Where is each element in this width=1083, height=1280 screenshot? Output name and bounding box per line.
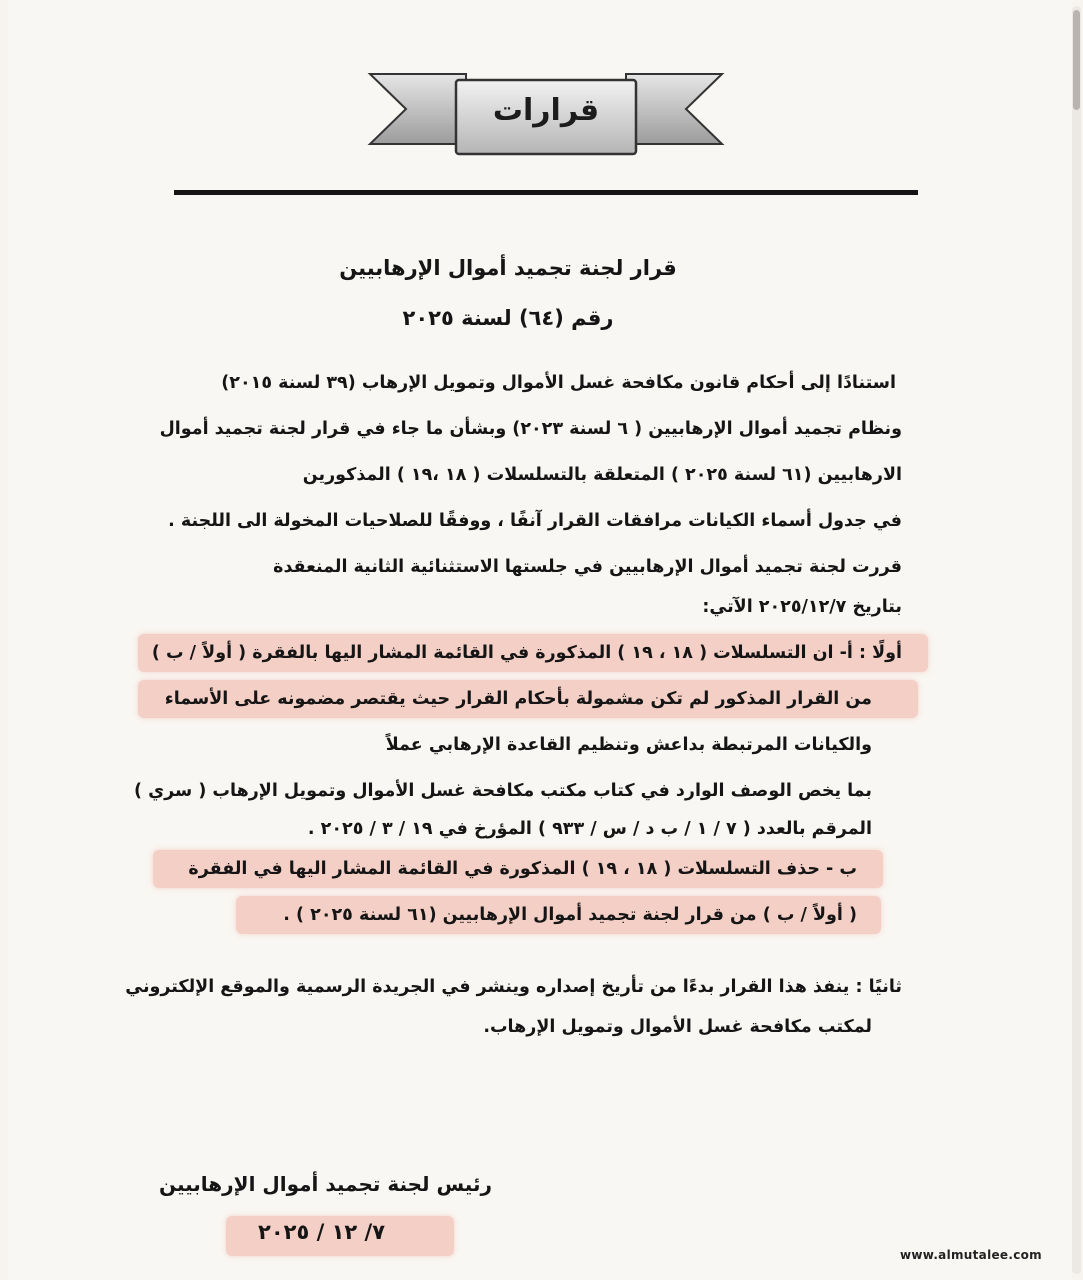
signature-title: رئيس لجنة تجميد أموال الإرهابيين [158,1172,492,1196]
clause-first-line: أولًا : أ- ان التسلسلات ( ١٨ ، ١٩ ) المذكورة في القائمة المشار اليها بالفقرة ( أولاً / ب ) [151,643,902,663]
preamble-line: في جدول أسماء الكيانات مرافقات القرار آنفًا ، ووفقًا للصلاحيات المخولة الى اللجنة . [168,511,902,531]
preamble-line: بتاريخ ٢٠٢٥/١٢/٧ الآتي: [702,597,902,617]
clause-first-line: ( أولاً / ب ) من قرار لجنة تجميد أموال الإرهابيين (٦١ لسنة ٢٠٢٥ ) . [283,905,857,925]
decision-number: رقم (٦٤) لسنة ٢٠٢٥ [402,306,614,330]
clause-first-line: ب - حذف التسلسلات ( ١٨ ، ١٩ ) المذكورة في القائمة المشار اليها في الفقرة [188,859,857,879]
clause-first-line: بما يخص الوصف الوارد في كتاب مكتب مكافحة غسل الأموال وتمويل الإرهاب ( سري ) [134,781,872,801]
section-banner [366,66,726,162]
divider-rule [174,190,918,195]
banner-title: قرارات [492,92,600,128]
clause-second-line: لمكتب مكافحة غسل الأموال وتمويل الإرهاب. [483,1017,872,1037]
preamble-line: ونظام تجميد أموال الإرهابيين ( ٦ لسنة ٢٠٢٣) وبشأن ما جاء في قرار لجنة تجميد أموال [159,419,902,439]
scrollbar-thumb[interactable] [1073,10,1080,110]
signature-date: ٧/ ١٢ / ٢٠٢٥ [258,1220,386,1244]
preamble-line: الارهابيين (٦١ لسنة ٢٠٢٥ ) المتعلقة بالتسلسلات ( ١٨ ،١٩ ) المذكورين [302,465,902,485]
clause-first-line: والكيانات المرتبطة بداعش وتنظيم القاعدة الإرهابي عملاً [385,735,872,755]
preamble-line: قررت لجنة تجميد أموال الإرهابيين في جلستها الاستثنائية الثانية المنعقدة [273,557,902,577]
site-watermark: www.almutalee.com [899,1248,1042,1262]
clause-first-line: من القرار المذكور لم تكن مشمولة بأحكام القرار حيث يقتصر مضمونه على الأسماء [164,689,872,709]
preamble-line: استنادًا إلى أحكام قانون مكافحة غسل الأموال وتمويل الإرهاب (٣٩ لسنة ٢٠١٥) [221,373,896,393]
vertical-scrollbar[interactable] [1072,6,1081,1274]
clause-second-line: ثانيًا : ينفذ هذا القرار بدءًا من تأريخ إصداره وينشر في الجريدة الرسمية والموقع الإلكتروني [125,977,902,997]
decision-title: قرار لجنة تجميد أموال الإرهابيين [339,256,677,280]
document-page [8,0,1072,1280]
clause-first-line: المرقم بالعدد ( ٧ / ١ / ب د / س / ٩٣٣ ) المؤرخ في ١٩ / ٣ / ٢٠٢٥ . [307,819,872,839]
